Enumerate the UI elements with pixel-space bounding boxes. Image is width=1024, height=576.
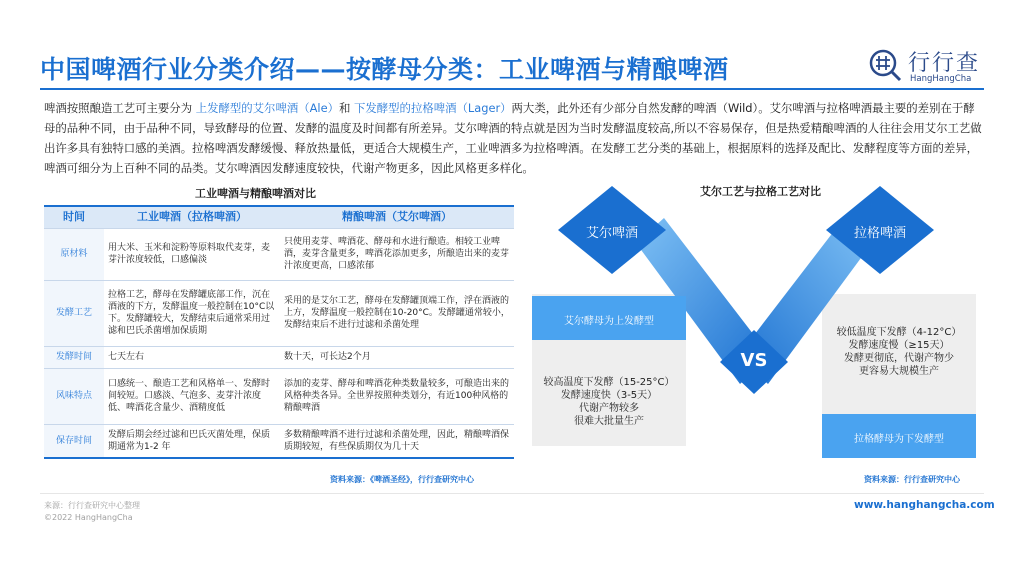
table-header-cell: 时间	[44, 206, 104, 228]
row-category: 风味特点	[44, 368, 104, 424]
craft-cell: 添加的麦芽、酵母和啤酒花种类数量较多，可酿造出来的风格种类各异。全世界按照种类划分，有近100种风格的精酿啤酒	[280, 368, 514, 424]
industrial-cell: 七天左右	[104, 346, 280, 368]
footer-copyright: ©2022 HangHangCha	[44, 513, 133, 522]
lager-details	[822, 326, 976, 378]
footer-source: 来源：行行查研究中心整理	[44, 501, 140, 510]
row-category: 保存时间	[44, 424, 104, 458]
logo-name: 行行查	[908, 51, 981, 76]
lager-detail-line: 较低温度下发酵（4-12°C）	[836, 327, 962, 338]
vs-label: VS	[740, 350, 768, 371]
craft-cell: 多数精酿啤酒不进行过滤和杀菌处理，因此，精酿啤酒保质期较短，有些保质期仅为几十天	[280, 424, 514, 458]
lager-label: 拉格啤酒	[853, 226, 906, 241]
industrial-cell: 发酵后期会经过滤和巴氏灭菌处理，保质期通常为1-2 年	[104, 424, 280, 458]
craft-cell: 采用的是艾尔工艺，酵母在发酵罐顶端工作，浮在酒液的上方，发酵温度一般控制在10-20°C。发酵罐通常较小，发酵结束后不进行过滤和杀菌处理	[280, 280, 514, 346]
lager-detail-line: 发酵更彻底，代谢产物少	[844, 353, 954, 364]
footer-divider	[40, 493, 984, 494]
ale-details	[532, 376, 686, 428]
intro-highlight-ale: 上发酵型的艾尔啤酒（Ale）	[195, 101, 339, 115]
ale-detail-line: 代谢产物较多	[579, 403, 639, 414]
craft-cell: 数十天，可长达2个月	[280, 346, 514, 368]
table-header-cell: 工业啤酒（拉格啤酒）	[104, 206, 280, 228]
ale-detail-line: 较高温度下发酵（15-25°C）	[543, 377, 675, 388]
craft-cell: 只使用麦芽、啤酒花、酵母和水进行酿造。相较工业啤酒，麦芽含量更多，啤酒花添加更多，所酿造出来的麦芽汁浓度更高，口感浓郁	[280, 228, 514, 280]
intro-text-1: 啤酒按照酿造工艺可主要分为	[44, 101, 196, 115]
row-category: 原材料	[44, 228, 104, 280]
ale-detail-line: 发酵速度快（3-5天）	[560, 390, 658, 401]
ale-type-label: 艾尔酵母为上发酵型	[564, 316, 654, 327]
ale-label: 艾尔啤酒	[585, 226, 638, 241]
intro-highlight-lager: 下发酵型的拉格啤酒（Lager）	[353, 101, 512, 115]
table-source: 资料来源：《啤酒圣经》，行行查研究中心	[330, 475, 474, 484]
page-title: 中国啤酒行业分类介绍——按酵母分类：工业啤酒与精酿啤酒	[40, 55, 729, 84]
row-category: 发酵时间	[44, 346, 104, 368]
table-title: 工业啤酒与精酿啤酒对比	[195, 187, 316, 200]
comparison-title: 艾尔工艺与拉格工艺对比	[700, 185, 821, 198]
intro-text-2: 和	[338, 101, 354, 115]
lager-type-label: 拉格酵母为下发酵型	[854, 434, 944, 445]
lager-detail-line: 更容易大规模生产	[859, 366, 939, 377]
intro-text-3: 两大类，此外还有少部分自然发酵的啤酒（Wild）。艾尔啤酒与拉格啤酒最主要的差别在于酵母的品种不同，由于品种不同，导致酵母的位置、发酵的温度及时间都有所差异。艾尔啤酒的特点就是因为当时发酵温度较高,所以不容易保存，但是热爱精酿啤酒的人往往会用艾尔工艺做出许多具有独特口感的美酒。拉格啤酒发酵缓慢、释放热量低，更适合大规模生产，工业啤酒多为拉格啤酒。在发酵工艺分类的基础上，根据原料的选择及配比、发酵程度等方面的差异，啤酒可细分为上百种不同的品类。艾尔啤酒因发酵速度较快，代谢产物更多，因此风格更多样化。	[44, 101, 982, 175]
industrial-cell: 拉格工艺，酵母在发酵罐底部工作，沉在酒液的下方，发酵温度一般控制在10°C以下。发酵罐较大，发酵结束后通常采用过滤和巴氏杀菌增加保质期	[104, 280, 280, 346]
lager-detail-line: 发酵速度慢（≥15天）	[848, 340, 950, 351]
industrial-cell: 用大米、玉米和淀粉等原料取代麦芽，麦芽汁浓度较低，口感偏淡	[104, 228, 280, 280]
footer-website-link[interactable]: www.hanghangcha.com	[854, 499, 995, 511]
row-category: 发酵工艺	[44, 280, 104, 346]
logo-subtitle: HangHangCha	[910, 74, 972, 84]
table-header-cell: 精酿啤酒（艾尔啤酒）	[280, 206, 514, 228]
ale-detail-line: 很难大批量生产	[574, 416, 644, 427]
comparison-source: 资料来源：行行查研究中心	[864, 475, 960, 484]
industrial-cell: 口感统一、酿造工艺和风格单一、发酵时间较短。口感淡、气泡多、麦芽汁浓度低、啤酒花含量少、酒精度低	[104, 368, 280, 424]
